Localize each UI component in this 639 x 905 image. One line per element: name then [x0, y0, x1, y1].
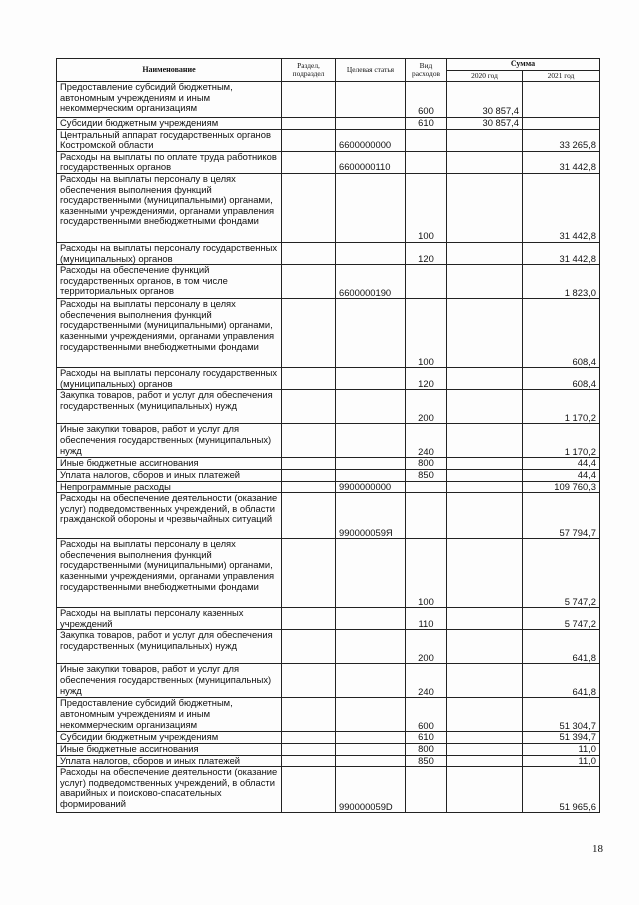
cell-section — [282, 265, 336, 299]
cell-target — [336, 608, 406, 630]
cell-section — [282, 664, 336, 698]
cell-2021: 44,4 — [523, 458, 600, 470]
budget-table — [56, 58, 600, 813]
header-type: Вид расходов — [406, 59, 447, 82]
cell-section — [282, 151, 336, 173]
header-2020: 2020 год — [447, 71, 523, 82]
cell-2020 — [447, 299, 523, 368]
cell-2020 — [447, 173, 523, 242]
cell-type: 110 — [406, 608, 447, 630]
cell-target: 6600000000 — [336, 129, 406, 151]
header-target: Целевая статья — [336, 59, 406, 82]
cell-target — [336, 82, 406, 118]
cell-2021: 57 794,7 — [523, 493, 600, 539]
cell-name: Иные бюджетные ассигнования — [57, 458, 282, 470]
cell-name: Предоставление субсидий бюджетным, автономным учреждениям и иным некоммерческим организациям — [57, 698, 282, 732]
cell-name: Расходы на выплаты персоналу в целях обеспечения выполнения функций государственными (муниципальными) органами, казенными учреждениями, органами управления государственными внебюджетными фондами — [57, 173, 282, 242]
cell-2021: 608,4 — [523, 299, 600, 368]
cell-section — [282, 299, 336, 368]
cell-2021: 1 823,0 — [523, 265, 600, 299]
table-row — [57, 265, 600, 299]
cell-target — [336, 458, 406, 470]
cell-section — [282, 481, 336, 493]
cell-2021: 641,8 — [523, 664, 600, 698]
table-row — [57, 469, 600, 481]
cell-section — [282, 390, 336, 424]
cell-type: 100 — [406, 539, 447, 608]
cell-2020 — [447, 424, 523, 458]
cell-2021: 1 170,2 — [523, 424, 600, 458]
cell-target — [336, 755, 406, 767]
cell-name: Субсидии бюджетным учреждениям — [57, 732, 282, 744]
cell-target — [336, 539, 406, 608]
cell-section — [282, 368, 336, 390]
cell-name: Расходы на обеспечение функций государственных органов, в том числе территориальных органов — [57, 265, 282, 299]
table-row — [57, 129, 600, 151]
table-row — [57, 390, 600, 424]
table-row — [57, 118, 600, 130]
cell-section — [282, 493, 336, 539]
table-row — [57, 767, 600, 813]
cell-type: 200 — [406, 390, 447, 424]
header-name: Наименование — [57, 59, 282, 82]
cell-2020 — [447, 630, 523, 664]
cell-target — [336, 368, 406, 390]
cell-2020: 30 857,4 — [447, 118, 523, 130]
cell-section — [282, 630, 336, 664]
cell-target: 9900000000 — [336, 481, 406, 493]
cell-2021 — [523, 82, 600, 118]
cell-name: Расходы на обеспечение деятельности (оказание услуг) подведомственных учреждений, в области аварийных и поисково-спасательных формирований — [57, 767, 282, 813]
cell-section — [282, 608, 336, 630]
cell-section — [282, 698, 336, 732]
cell-2020 — [447, 390, 523, 424]
cell-section — [282, 743, 336, 755]
cell-name: Расходы на выплаты персоналу казенных учреждений — [57, 608, 282, 630]
cell-type: 850 — [406, 469, 447, 481]
cell-target — [336, 390, 406, 424]
cell-target — [336, 424, 406, 458]
cell-type: 240 — [406, 664, 447, 698]
cell-type: 100 — [406, 173, 447, 242]
cell-type: 610 — [406, 118, 447, 130]
cell-2020 — [447, 698, 523, 732]
table-row — [57, 698, 600, 732]
table-row — [57, 151, 600, 173]
cell-2021: 109 760,3 — [523, 481, 600, 493]
cell-type — [406, 129, 447, 151]
cell-2021: 51 394,7 — [523, 732, 600, 744]
table-row — [57, 732, 600, 744]
cell-2021: 5 747,2 — [523, 539, 600, 608]
cell-type — [406, 767, 447, 813]
cell-name: Иные бюджетные ассигнования — [57, 743, 282, 755]
cell-2020 — [447, 458, 523, 470]
cell-name: Иные закупки товаров, работ и услуг для обеспечения государственных (муниципальных) нужд — [57, 664, 282, 698]
cell-name: Уплата налогов, сборов и иных платежей — [57, 755, 282, 767]
cell-name: Субсидии бюджетным учреждениям — [57, 118, 282, 130]
cell-target — [336, 299, 406, 368]
table-row — [57, 458, 600, 470]
cell-name: Непрограммные расходы — [57, 481, 282, 493]
cell-section — [282, 424, 336, 458]
cell-target: 6600000110 — [336, 151, 406, 173]
cell-type: 600 — [406, 698, 447, 732]
cell-2021: 5 747,2 — [523, 608, 600, 630]
cell-2020 — [447, 767, 523, 813]
table-row — [57, 242, 600, 264]
cell-name: Иные закупки товаров, работ и услуг для обеспечения государственных (муниципальных) нужд — [57, 424, 282, 458]
cell-2021: 31 442,8 — [523, 242, 600, 264]
cell-type: 800 — [406, 458, 447, 470]
cell-name: Расходы на обеспечение деятельности (оказание услуг) подведомственных учреждений, в области гражданской обороны и чрезвычайных ситуаций — [57, 493, 282, 539]
cell-type — [406, 265, 447, 299]
cell-target — [336, 469, 406, 481]
cell-type: 850 — [406, 755, 447, 767]
cell-2021 — [523, 118, 600, 130]
cell-name: Расходы на выплаты персоналу в целях обеспечения выполнения функций государственными (муниципальными) органами, казенными учреждениями, органами управления государственными внебюджетными фондами — [57, 299, 282, 368]
table-row — [57, 424, 600, 458]
cell-2020 — [447, 469, 523, 481]
cell-name: Расходы на выплаты персоналу государственных (муниципальных) органов — [57, 368, 282, 390]
cell-target: 990000059Я — [336, 493, 406, 539]
cell-target — [336, 242, 406, 264]
table-row — [57, 493, 600, 539]
table-row — [57, 82, 600, 118]
cell-target — [336, 630, 406, 664]
cell-type — [406, 493, 447, 539]
cell-type: 100 — [406, 299, 447, 368]
cell-2021: 608,4 — [523, 368, 600, 390]
cell-type: 200 — [406, 630, 447, 664]
cell-section — [282, 458, 336, 470]
cell-2021: 51 304,7 — [523, 698, 600, 732]
cell-section — [282, 469, 336, 481]
cell-section — [282, 539, 336, 608]
cell-name: Расходы на выплаты по оплате труда работников государственных органов — [57, 151, 282, 173]
table-row — [57, 368, 600, 390]
header-section: Раздел, подраздел — [282, 59, 336, 82]
table-row — [57, 743, 600, 755]
cell-2020 — [447, 368, 523, 390]
cell-2020 — [447, 481, 523, 493]
cell-name: Предоставление субсидий бюджетным, автономным учреждениям и иным некоммерческим организациям — [57, 82, 282, 118]
cell-target — [336, 664, 406, 698]
cell-target — [336, 743, 406, 755]
cell-section — [282, 82, 336, 118]
table-row — [57, 481, 600, 493]
header-sum: Сумма — [447, 59, 600, 71]
cell-type: 600 — [406, 82, 447, 118]
cell-target — [336, 732, 406, 744]
cell-type — [406, 481, 447, 493]
cell-type: 240 — [406, 424, 447, 458]
cell-section — [282, 732, 336, 744]
table-row — [57, 608, 600, 630]
cell-section — [282, 242, 336, 264]
cell-type: 120 — [406, 242, 447, 264]
cell-2020: 30 857,4 — [447, 82, 523, 118]
table-body — [57, 82, 600, 813]
cell-name: Закупка товаров, работ и услуг для обеспечения государственных (муниципальных) нужд — [57, 390, 282, 424]
cell-2021: 33 265,8 — [523, 129, 600, 151]
cell-2020 — [447, 664, 523, 698]
table-row — [57, 299, 600, 368]
cell-2021: 31 442,8 — [523, 151, 600, 173]
cell-2020 — [447, 129, 523, 151]
cell-2020 — [447, 265, 523, 299]
cell-target: 6600000190 — [336, 265, 406, 299]
cell-section — [282, 767, 336, 813]
cell-section — [282, 118, 336, 130]
cell-2020 — [447, 755, 523, 767]
table-row — [57, 173, 600, 242]
cell-section — [282, 173, 336, 242]
cell-name: Расходы на выплаты персоналу государственных (муниципальных) органов — [57, 242, 282, 264]
cell-2021: 31 442,8 — [523, 173, 600, 242]
cell-type — [406, 151, 447, 173]
cell-2021: 1 170,2 — [523, 390, 600, 424]
cell-type: 800 — [406, 743, 447, 755]
cell-2020 — [447, 608, 523, 630]
cell-2021: 44,4 — [523, 469, 600, 481]
table-row — [57, 630, 600, 664]
cell-2020 — [447, 151, 523, 173]
table-row — [57, 539, 600, 608]
cell-2021: 11,0 — [523, 755, 600, 767]
cell-section — [282, 129, 336, 151]
cell-target — [336, 173, 406, 242]
cell-2021: 641,8 — [523, 630, 600, 664]
cell-type: 610 — [406, 732, 447, 744]
cell-name: Центральный аппарат государственных органов Костромской области — [57, 129, 282, 151]
cell-target: 990000059D — [336, 767, 406, 813]
cell-target — [336, 118, 406, 130]
cell-2020 — [447, 493, 523, 539]
table-row — [57, 755, 600, 767]
table-row — [57, 664, 600, 698]
cell-2021: 51 965,6 — [523, 767, 600, 813]
cell-2021: 11,0 — [523, 743, 600, 755]
cell-target — [336, 698, 406, 732]
header-2021: 2021 год — [523, 71, 600, 82]
page-number: 18 — [592, 843, 603, 855]
cell-2020 — [447, 732, 523, 744]
cell-section — [282, 755, 336, 767]
cell-name: Уплата налогов, сборов и иных платежей — [57, 469, 282, 481]
cell-type: 120 — [406, 368, 447, 390]
cell-2020 — [447, 743, 523, 755]
cell-name: Закупка товаров, работ и услуг для обеспечения государственных (муниципальных) нужд — [57, 630, 282, 664]
cell-name: Расходы на выплаты персоналу в целях обеспечения выполнения функций государственными (муниципальными) органами, казенными учреждениями, органами управления государственными внебюджетными фондами — [57, 539, 282, 608]
cell-2020 — [447, 242, 523, 264]
cell-2020 — [447, 539, 523, 608]
